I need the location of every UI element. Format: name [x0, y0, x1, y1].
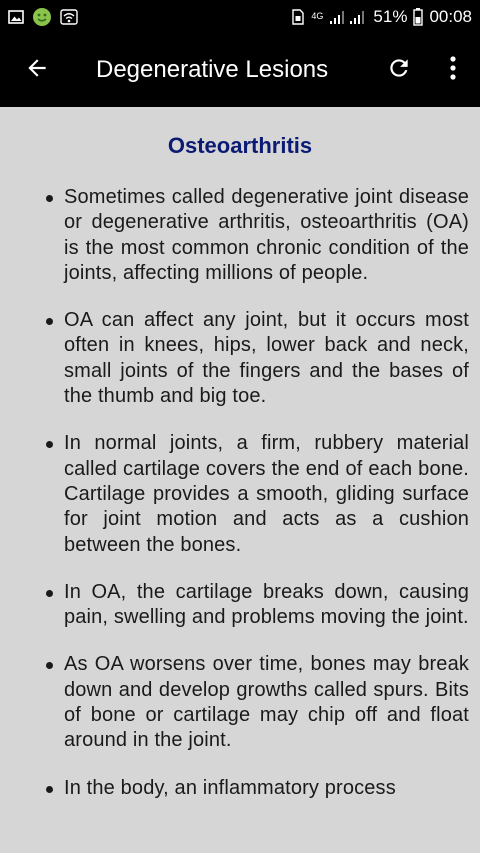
bullet-icon: [46, 786, 53, 793]
back-button[interactable]: [0, 33, 74, 107]
list-item: [0, 431, 469, 557]
sim-icon: [291, 9, 305, 25]
page-title: Degenerative Lesions: [96, 56, 329, 83]
arrow-back-icon: [24, 55, 50, 86]
status-bar: [0, 0, 480, 33]
list-item: [0, 776, 469, 801]
app-badge-icon: [32, 7, 52, 27]
bullet-list: [0, 185, 469, 801]
refresh-button[interactable]: [372, 33, 426, 107]
article-content[interactable]: [0, 107, 480, 853]
more-options-button[interactable]: [426, 33, 480, 107]
list-item-text: Sometimes called degenerative joint disease or degenerative arthritis, osteoarthritis (OA) is the most common chronic condition of the joints, affecting millions of people.: [64, 186, 469, 284]
clock: 00:08: [429, 6, 472, 26]
list-item-text: In OA, the cartilage breaks down, causing pain, swelling and problems moving the joint.: [64, 580, 469, 629]
list-item-text: In the body, an inflammatory process: [64, 776, 396, 799]
gallery-icon: [8, 10, 24, 24]
network-type: 4G: [311, 11, 324, 21]
list-item-text: In normal joints, a firm, rubbery material called cartilage covers the end of each bone. Cartilage provides a smooth, gliding surface for joint motion and acts as a cushion between the bones.: [64, 432, 469, 556]
notification-icons: [8, 7, 78, 27]
article-heading: Osteoarthritis: [167, 133, 313, 158]
list-item-text: OA can affect any joint, but it occurs most often in knees, hips, lower back and neck, small joints of the fingers and the bases of the thumb and big toe.: [64, 309, 469, 408]
list-item: [0, 652, 469, 753]
list-item: [0, 185, 469, 286]
bullet-icon: [46, 441, 53, 448]
battery-icon: [413, 8, 423, 26]
signal-icon: [329, 9, 367, 25]
app-bar: [0, 33, 480, 107]
list-item: [0, 308, 469, 409]
system-indicators: [291, 7, 472, 27]
list-item: [0, 580, 469, 631]
list-item-text: As OA worsens over time, bones may break down and develop growths called spurs. Bits of bone or cartilage may chip off and float around in the joint.: [64, 653, 469, 752]
bullet-icon: [46, 662, 53, 669]
refresh-icon: [386, 55, 412, 86]
more-vert-icon: [449, 55, 457, 86]
bullet-icon: [46, 318, 53, 325]
bullet-icon: [46, 195, 53, 202]
bullet-icon: [46, 590, 53, 597]
wifi-icon: [60, 9, 78, 25]
battery-percent: 51%: [373, 6, 408, 26]
